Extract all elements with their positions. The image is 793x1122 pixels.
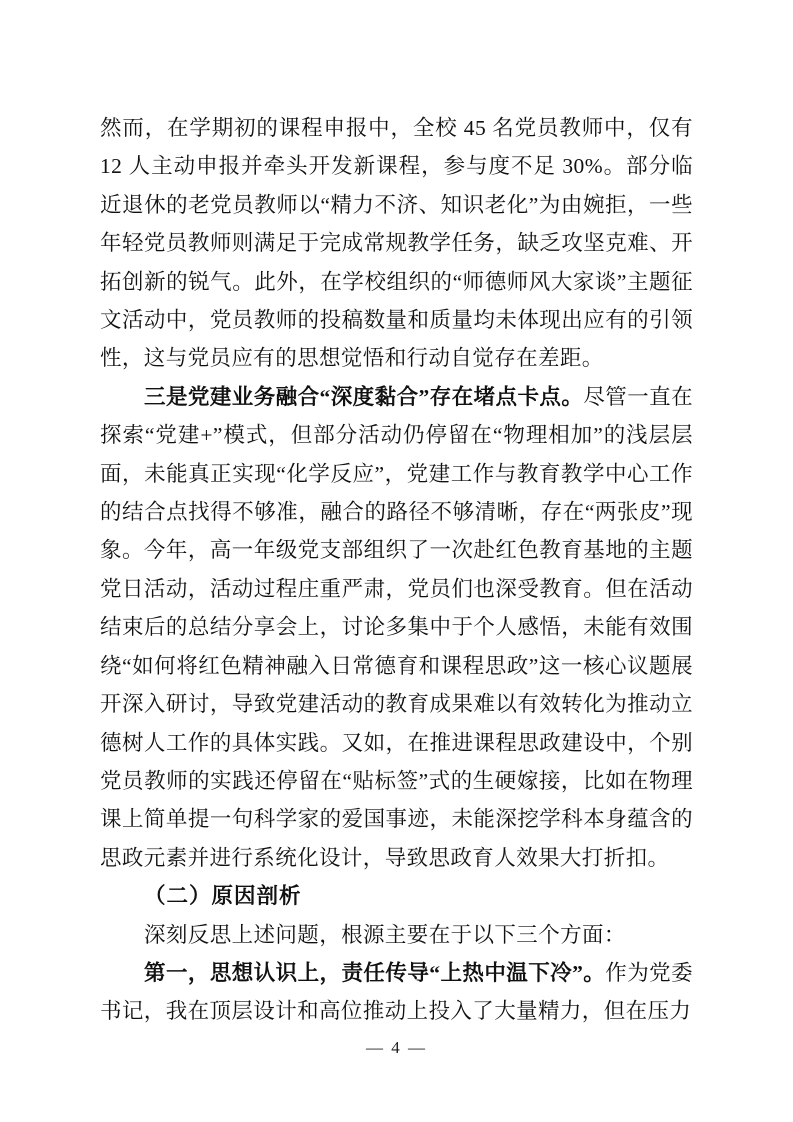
text-run: 尽管一直在探索“党建+”模式，但部分活动仍停留在“物理相加”的浅层层面，未能真正实现“化学反应”，党建工作与教育教学中心工作的结合点找得不够准，融合的路径不够清晰，存在“两张皮”现象。今年，高一年级党支部组织了一次赴红色教育基地的主题党日活动，活动过程庄重严肃，党员们也深受教育。但在活动结束后的总结分享会上，讨论多集中于个人感悟，未能有效围绕“如何将红色精神融入日常德育和课程思政”这一核心议题展开深入研讨，导致党建活动的教育成果难以有效转化为推动立德树人工作的具体实践。又如，在推进课程思政建设中，个别党员教师的实践还停留在“贴标签”式的生硬嫁接，比如在物理课上简单提一句科学家的爱国事迹，未能深挖学科本身蕴含的思政元素并进行系统化设计，导致思政育人效果大打折扣。 (100, 384, 693, 870)
section-heading-cause-analysis (100, 877, 693, 915)
paragraph-cause-first (100, 954, 693, 1031)
text-run: 作为党委书记，我在顶层设计和高位推动上投入了大量精力，但在压力 (100, 960, 693, 1024)
heading-text: （二）原因剖析 (144, 884, 302, 909)
text-run: 深刻反思上述问题，根源主要在于以下三个方面： (144, 922, 626, 947)
paragraph-reflection-intro (100, 916, 693, 954)
paragraph-continuation (100, 109, 693, 378)
page-number: — 4 — (366, 1038, 427, 1057)
text-run-bold-lead: 三是党建业务融合“深度黏合”存在堵点卡点。 (144, 384, 584, 409)
paragraph-point-three (100, 378, 693, 877)
text-run-bold-lead: 第一，思想认识上，责任传导“上热中温下冷”。 (144, 960, 606, 985)
text-run: 然而，在学期初的课程申报中，全校 45 名党员教师中，仅有 12 人主动申报并牵头开发新课程，参与度不足 30%。部分临近退休的老党员教师以“精力不济、知识老化”为由婉拒，一些年轻党员教师则满足于完成常规教学任务，缺乏攻坚克难、开拓创新的锐气。此外，在学校组织的“师德师风大家谈”主题征文活动中，党员教师的投稿数量和质量均未体现出应有的引领性，这与党员应有的思想觉悟和行动自觉存在差距。 (100, 116, 693, 371)
document-body (100, 109, 693, 1031)
